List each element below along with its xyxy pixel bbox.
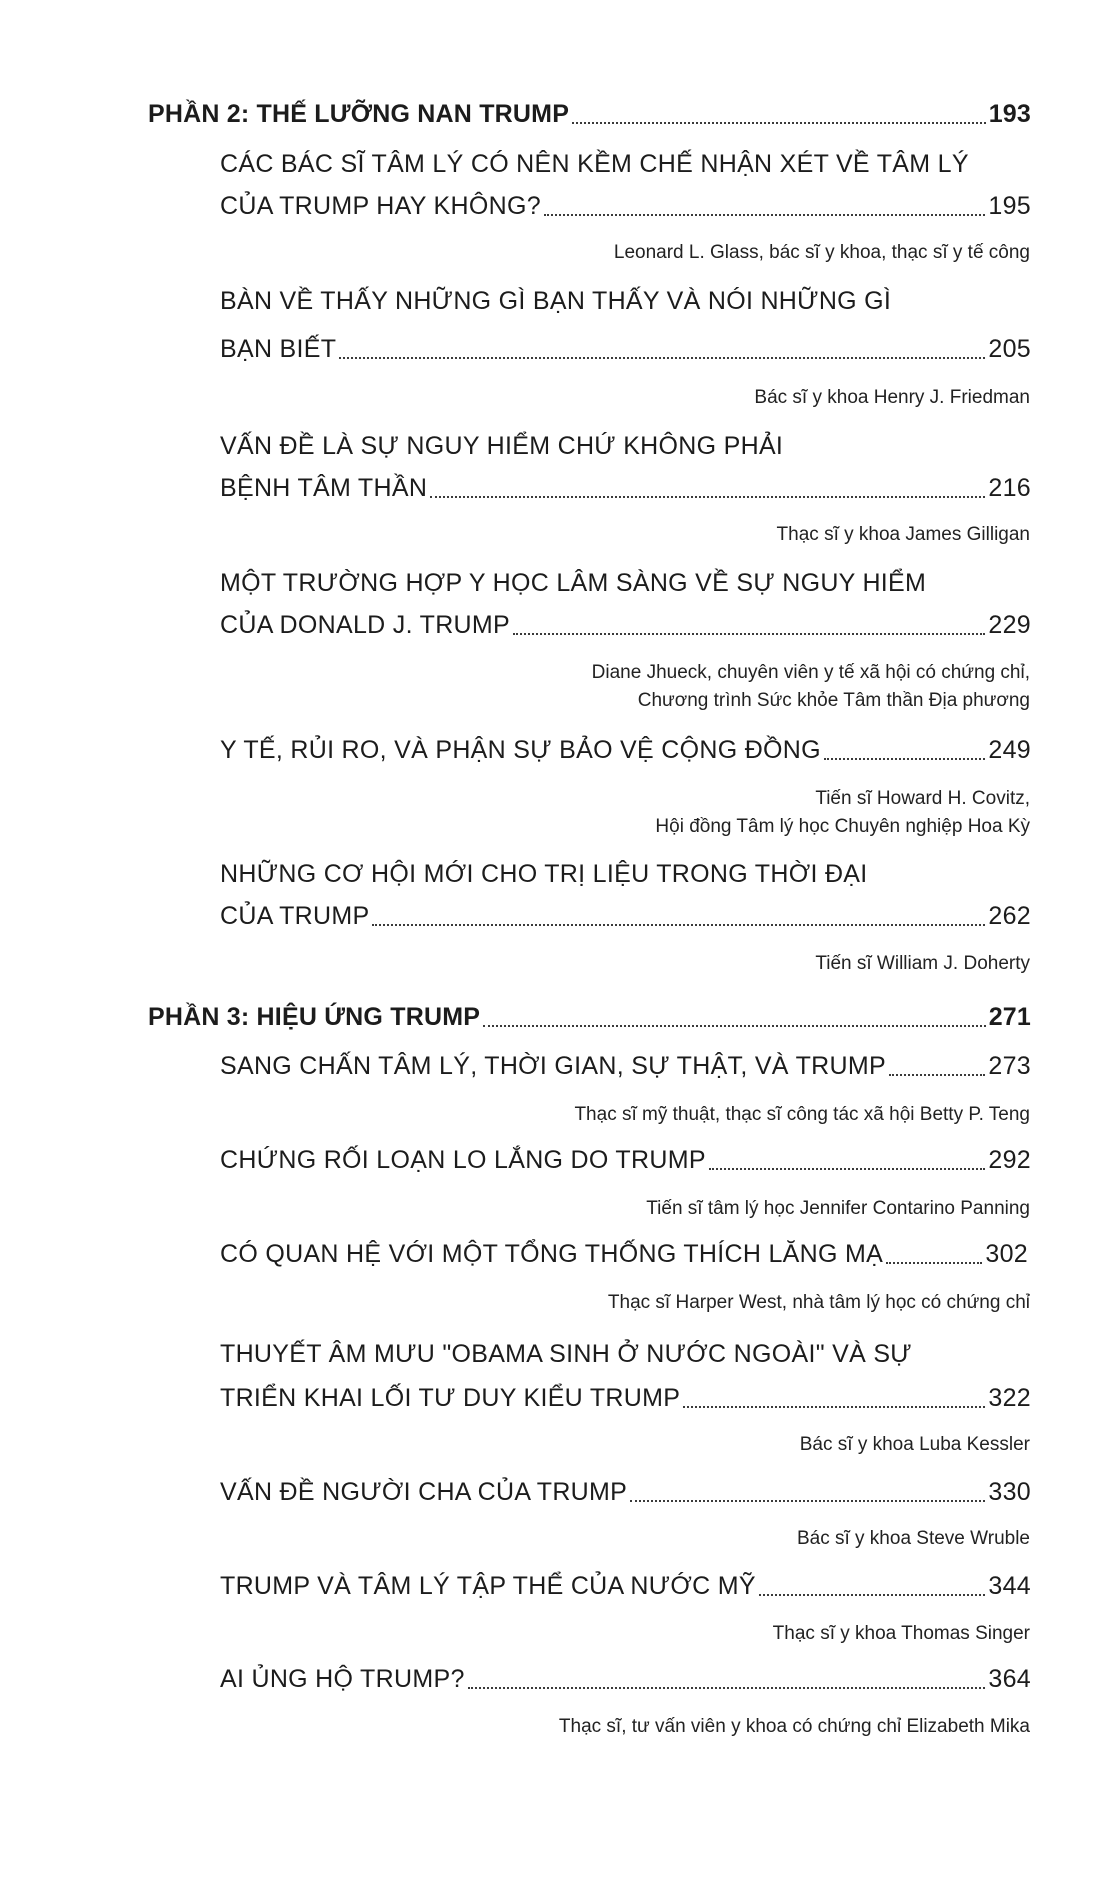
entry-author: Tiến sĩ Howard H. Covitz, <box>815 788 1030 809</box>
entry-author: Bác sĩ y khoa Steve Wruble <box>796 1528 1030 1549</box>
leader-dots <box>468 1687 986 1689</box>
entry-author: Bác sĩ y khoa Henry J. Friedman <box>754 387 1030 408</box>
part-3-heading <box>148 1003 1031 1032</box>
toc-entry <box>220 902 1031 931</box>
toc-entry-line1: MỘT TRƯỜNG HỢP Y HỌC LÂM SÀNG VỀ SỰ NGUY HIỂM <box>220 569 927 597</box>
entry-title: BỆNH TÂM THẦN <box>220 474 428 502</box>
toc-entry <box>220 1478 1031 1507</box>
toc-entry <box>220 1384 1031 1413</box>
entry-author: Bác sĩ y khoa Luba Kessler <box>799 1434 1030 1455</box>
toc-entry-line1: CÁC BÁC SĨ TÂM LÝ CÓ NÊN KỀM CHẾ NHẬN XÉT VỀ TÂM LÝ <box>220 150 969 178</box>
toc-entry-line1: BÀN VỀ THẤY NHỮNG GÌ BẠN THẤY VÀ NÓI NHỮNG GÌ <box>220 287 892 315</box>
toc-entry-line1: NHỮNG CƠ HỘI MỚI CHO TRỊ LIỆU TRONG THỜI ĐẠI <box>220 860 868 888</box>
toc-entry <box>220 474 1031 503</box>
entry-page: 292 <box>988 1146 1031 1174</box>
entry-author: Thạc sĩ y khoa James Gilligan <box>776 524 1030 545</box>
entry-title: CỦA TRUMP <box>220 902 370 930</box>
entry-author: Tiến sĩ tâm lý học Jennifer Contarino Panning <box>646 1198 1030 1219</box>
leader-dots <box>759 1594 986 1596</box>
entry-title: BẠN BIẾT <box>220 335 337 363</box>
entry-title: CÓ QUAN HỆ VỚI MỘT TỔNG THỐNG THÍCH LĂNG MẠ <box>220 1240 884 1268</box>
leader-dots <box>430 496 985 498</box>
entry-title: SANG CHẤN TÂM LÝ, THỜI GIAN, SỰ THẬT, VÀ TRUMP <box>220 1052 886 1080</box>
entry-page: 273 <box>988 1052 1031 1080</box>
entry-page: 302 <box>985 1240 1028 1268</box>
part-2-heading <box>148 100 1031 129</box>
entry-title: TRIỂN KHAI LỐI TƯ DUY KIỂU TRUMP <box>220 1384 681 1412</box>
part-3-page: 271 <box>988 1003 1031 1031</box>
leader-dots <box>824 758 985 760</box>
toc-entry <box>220 611 1031 640</box>
leader-dots <box>339 357 985 359</box>
entry-title: CỦA DONALD J. TRUMP <box>220 611 511 639</box>
leader-dots <box>372 924 985 926</box>
entry-page: 262 <box>988 902 1031 930</box>
toc-entry <box>220 192 1031 221</box>
entry-author: Thạc sĩ, tư vấn viên y khoa có chứng chỉ Elizabeth Mika <box>558 1716 1030 1737</box>
entry-page: 216 <box>988 474 1031 502</box>
part-2-page: 193 <box>988 100 1031 128</box>
entry-title: Y TẾ, RỦI RO, VÀ PHẬN SỰ BẢO VỆ CỘNG ĐỒNG <box>220 736 821 764</box>
toc-entry-line1: THUYẾT ÂM MƯU "OBAMA SINH Ở NƯỚC NGOÀI" VÀ SỰ <box>220 1340 912 1368</box>
leader-dots <box>630 1500 985 1502</box>
leader-dots <box>572 122 986 124</box>
part-2-title: PHẦN 2: THẾ LƯỠNG NAN TRUMP <box>148 100 570 128</box>
entry-title: TRUMP VÀ TÂM LÝ TẬP THỂ CỦA NƯỚC MỸ <box>220 1572 756 1600</box>
toc-entry <box>220 1572 1031 1601</box>
toc-entry <box>220 1146 1031 1175</box>
toc-entry <box>220 1052 1031 1081</box>
entry-page: 330 <box>988 1478 1031 1506</box>
entry-author: Thạc sĩ mỹ thuật, thạc sĩ công tác xã hội Betty P. Teng <box>574 1104 1030 1125</box>
entry-author: Tiến sĩ William J. Doherty <box>815 953 1030 974</box>
entry-title: CHỨNG RỐI LOẠN LO LẮNG DO TRUMP <box>220 1146 706 1174</box>
entry-author: Diane Jhueck, chuyên viên y tế xã hội có chứng chỉ, <box>591 662 1030 683</box>
entry-author: Chương trình Sức khỏe Tâm thần Địa phương <box>637 690 1030 711</box>
entry-page: 229 <box>988 611 1031 639</box>
toc-entry <box>220 1665 1031 1694</box>
leader-dots <box>886 1262 982 1264</box>
toc-entry-line1: VẤN ĐỀ LÀ SỰ NGUY HIỂM CHỨ KHÔNG PHẢI <box>220 432 784 460</box>
entry-title: VẤN ĐỀ NGƯỜI CHA CỦA TRUMP <box>220 1478 628 1506</box>
leader-dots <box>483 1025 986 1027</box>
entry-page: 322 <box>988 1384 1031 1412</box>
leader-dots <box>709 1168 986 1170</box>
entry-author: Hội đồng Tâm lý học Chuyên nghiệp Hoa Kỳ <box>655 816 1030 837</box>
toc-entry <box>220 335 1031 364</box>
entry-page: 195 <box>988 192 1031 220</box>
entry-page: 364 <box>988 1665 1031 1693</box>
toc-entry <box>220 1240 1028 1269</box>
entry-page: 205 <box>988 335 1031 363</box>
toc-entry <box>220 736 1031 765</box>
entry-title: CỦA TRUMP HAY KHÔNG? <box>220 192 541 220</box>
entry-author: Thạc sĩ y khoa Thomas Singer <box>772 1623 1030 1644</box>
entry-page: 249 <box>988 736 1031 764</box>
leader-dots <box>544 214 985 216</box>
leader-dots <box>889 1074 985 1076</box>
entry-title: AI ỦNG HỘ TRUMP? <box>220 1665 465 1693</box>
entry-page: 344 <box>988 1572 1031 1600</box>
leader-dots <box>513 633 985 635</box>
part-3-title: PHẦN 3: HIỆU ỨNG TRUMP <box>148 1003 481 1031</box>
entry-author: Thạc sĩ Harper West, nhà tâm lý học có chứng chỉ <box>607 1292 1030 1313</box>
leader-dots <box>683 1406 985 1408</box>
entry-author: Leonard L. Glass, bác sĩ y khoa, thạc sĩ y tế công <box>613 242 1030 263</box>
